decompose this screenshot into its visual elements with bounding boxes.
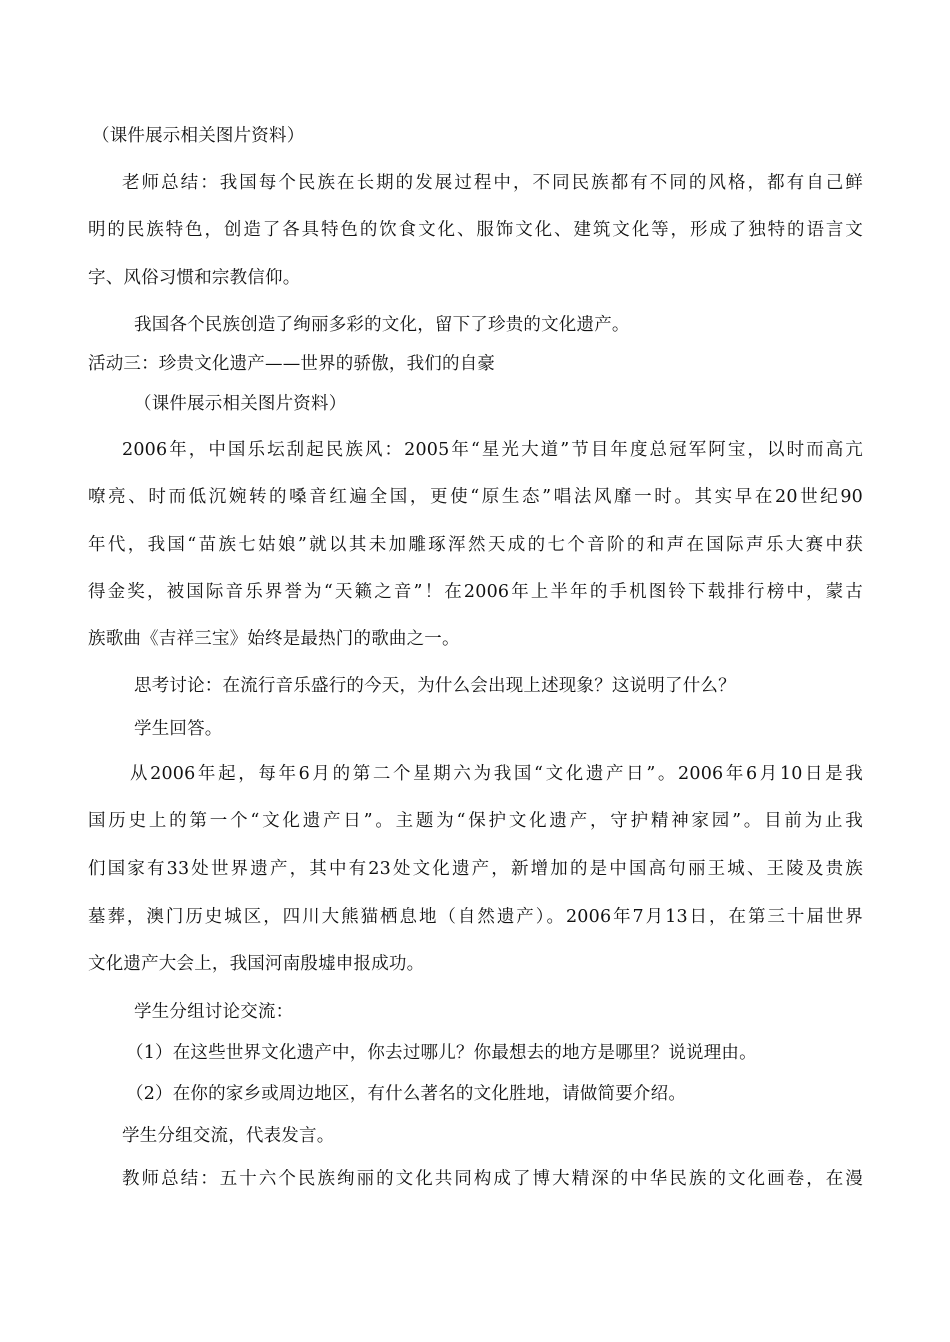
heritage-day-line-5: 文化遗产大会上，我国河南殷墟申报成功。 bbox=[88, 954, 425, 974]
discussion-question: 思考讨论：在流行音乐盛行的今天，为什么会出现上述现象？这说明了什么？ bbox=[134, 676, 736, 696]
heritage-day-line-3: 们国家有33处世界遗产，其中有23处文化遗产，新增加的是中国高句丽王城、王陵及贵族 bbox=[88, 859, 863, 879]
music-paragraph-line-4: 得金奖，被国际音乐界誉为“天籁之音”！在2006年上半年的手机图铃下载排行榜中，蒙古 bbox=[88, 582, 863, 602]
heritage-day-line-4: 墓葬，澳门历史城区，四川大熊猫栖息地（自然遗产）。2006年7月13日，在第三十届世界 bbox=[88, 907, 863, 927]
heritage-intro-line: 我国各个民族创造了绚丽多彩的文化，留下了珍贵的文化遗产。 bbox=[134, 315, 630, 335]
music-paragraph-line-2: 嘹亮、时而低沉婉转的嗓音红遍全国，更使“原生态”唱法风靡一时。其实早在20世纪90 bbox=[88, 487, 863, 507]
group-discussion-heading: 学生分组讨论交流： bbox=[134, 1002, 294, 1022]
heritage-day-line-1: 从2006年起，每年6月的第二个星期六为我国“文化遗产日”。2006年6月10日是我 bbox=[130, 764, 863, 784]
activity-three-heading: 活动三：珍贵文化遗产——世界的骄傲，我们的自豪 bbox=[88, 354, 496, 374]
discussion-item-2: （2）在你的家乡或周边地区，有什么著名的文化胜地，请做简要介绍。 bbox=[126, 1084, 687, 1104]
caption-courseware-1: （课件展示相关图片资料） bbox=[92, 126, 305, 146]
teacher-summary-line-1: 老师总结：我国每个民族在长期的发展过程中，不同民族都有不同的风格，都有自己鲜 bbox=[122, 173, 863, 193]
group-exchange-line: 学生分组交流，代表发言。 bbox=[122, 1126, 335, 1146]
teacher-summary-line-3: 字、风俗习惯和宗教信仰。 bbox=[88, 268, 301, 288]
heritage-day-line-2: 国历史上的第一个“文化遗产日”。主题为“保护文化遗产，守护精神家园”。目前为止我 bbox=[88, 811, 863, 831]
music-paragraph-line-1: 2006年，中国乐坛刮起民族风：2005年“星光大道”节目年度总冠军阿宝，以时而高亢 bbox=[122, 440, 863, 460]
discussion-item-1: （1）在这些世界文化遗产中，你去过哪儿？你最想去的地方是哪里？说说理由。 bbox=[126, 1043, 757, 1063]
music-paragraph-line-5: 族歌曲《吉祥三宝》始终是最热门的歌曲之一。 bbox=[88, 629, 460, 649]
student-answer: 学生回答。 bbox=[134, 719, 223, 739]
caption-courseware-2: （课件展示相关图片资料） bbox=[134, 394, 347, 414]
teacher-summary-line-2: 明的民族特色，创造了各具特色的饮食文化、服饰文化、建筑文化等，形成了独特的语言文 bbox=[88, 220, 863, 240]
teacher-final-summary: 教师总结：五十六个民族绚丽的文化共同构成了博大精深的中华民族的文化画卷，在漫 bbox=[122, 1169, 863, 1189]
music-paragraph-line-3: 年代，我国“苗族七姑娘”就以其未加雕琢浑然天成的七个音阶的和声在国际声乐大赛中获 bbox=[88, 535, 863, 555]
